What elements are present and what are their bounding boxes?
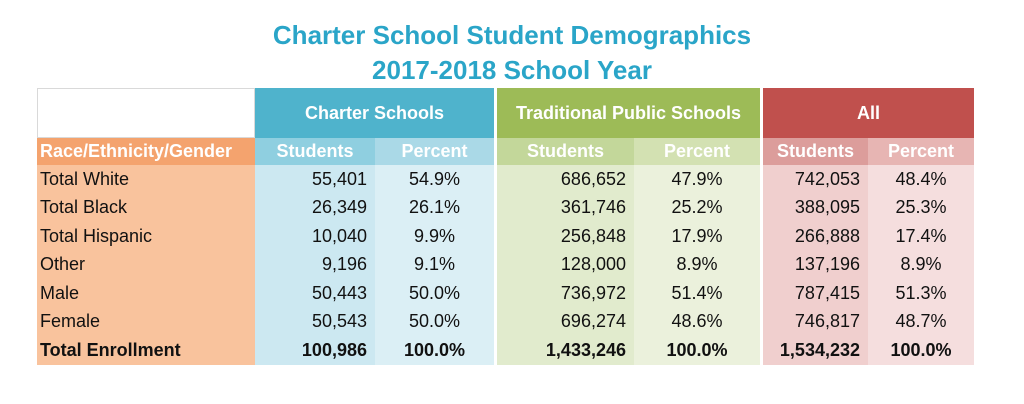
table-row — [37, 251, 974, 280]
charter-students-header: Students — [255, 138, 375, 165]
table-row — [37, 194, 974, 223]
row-label: Other — [37, 251, 255, 280]
traditional-students-cell: 696,274 — [497, 308, 634, 337]
traditional-percent-cell: 47.9% — [634, 165, 763, 194]
label-column-header: Race/Ethnicity/Gender — [37, 138, 255, 165]
total-row — [37, 336, 974, 365]
row-label: Total White — [37, 165, 255, 194]
all-students-header: Students — [763, 138, 868, 165]
charter-percent-cell: 9.1% — [375, 251, 497, 280]
traditional-percent-cell: 25.2% — [634, 194, 763, 223]
charter-percent-cell: 54.9% — [375, 165, 497, 194]
traditional-students-cell: 361,746 — [497, 194, 634, 223]
charter-percent-cell: 9.9% — [375, 222, 497, 251]
charter-students-cell: 50,443 — [255, 279, 375, 308]
page-subtitle: 2017-2018 School Year — [372, 55, 652, 85]
all-percent-cell: 51.3% — [868, 279, 974, 308]
all-students-cell: 137,196 — [763, 251, 868, 280]
charter-students-cell: 10,040 — [255, 222, 375, 251]
all-percent-cell: 48.4% — [868, 165, 974, 194]
table-row — [37, 222, 974, 251]
charter-students-cell: 9,196 — [255, 251, 375, 280]
all-students-total: 1,534,232 — [763, 336, 868, 365]
all-students-cell: 388,095 — [763, 194, 868, 223]
sub-header-row — [37, 138, 974, 165]
charter-students-total: 100,986 — [255, 336, 375, 365]
all-students-cell: 742,053 — [763, 165, 868, 194]
row-label: Total Hispanic — [37, 222, 255, 251]
all-percent-total: 100.0% — [868, 336, 974, 365]
table-row — [37, 279, 974, 308]
group-header-all: All — [763, 88, 974, 138]
traditional-percent-cell: 17.9% — [634, 222, 763, 251]
traditional-percent-cell: 8.9% — [634, 251, 763, 280]
traditional-students-total: 1,433,246 — [497, 336, 634, 365]
all-percent-cell: 8.9% — [868, 251, 974, 280]
table-row — [37, 165, 974, 194]
traditional-percent-total: 100.0% — [634, 336, 763, 365]
charter-students-cell: 50,543 — [255, 308, 375, 337]
all-students-cell: 266,888 — [763, 222, 868, 251]
charter-percent-cell: 26.1% — [375, 194, 497, 223]
charter-percent-total: 100.0% — [375, 336, 497, 365]
row-label: Male — [37, 279, 255, 308]
traditional-percent-cell: 48.6% — [634, 308, 763, 337]
group-header-row — [37, 88, 974, 138]
charter-percent-cell: 50.0% — [375, 279, 497, 308]
traditional-students-cell: 128,000 — [497, 251, 634, 280]
group-header-traditional: Traditional Public Schools — [497, 88, 763, 138]
all-percent-cell: 17.4% — [868, 222, 974, 251]
demographics-table — [37, 88, 974, 365]
corner-cell — [37, 88, 255, 138]
charter-students-cell: 55,401 — [255, 165, 375, 194]
table-row — [37, 308, 974, 337]
charter-students-cell: 26,349 — [255, 194, 375, 223]
total-label: Total Enrollment — [37, 336, 255, 365]
all-percent-cell: 48.7% — [868, 308, 974, 337]
charter-percent-header: Percent — [375, 138, 497, 165]
all-percent-cell: 25.3% — [868, 194, 974, 223]
traditional-students-header: Students — [497, 138, 634, 165]
traditional-percent-header: Percent — [634, 138, 763, 165]
traditional-percent-cell: 51.4% — [634, 279, 763, 308]
row-label: Total Black — [37, 194, 255, 223]
all-students-cell: 787,415 — [763, 279, 868, 308]
all-percent-header: Percent — [868, 138, 974, 165]
row-label: Female — [37, 308, 255, 337]
traditional-students-cell: 736,972 — [497, 279, 634, 308]
traditional-students-cell: 686,652 — [497, 165, 634, 194]
charter-percent-cell: 50.0% — [375, 308, 497, 337]
all-students-cell: 746,817 — [763, 308, 868, 337]
group-header-charter: Charter Schools — [255, 88, 497, 138]
page-title: Charter School Student Demographics — [272, 20, 752, 50]
traditional-students-cell: 256,848 — [497, 222, 634, 251]
